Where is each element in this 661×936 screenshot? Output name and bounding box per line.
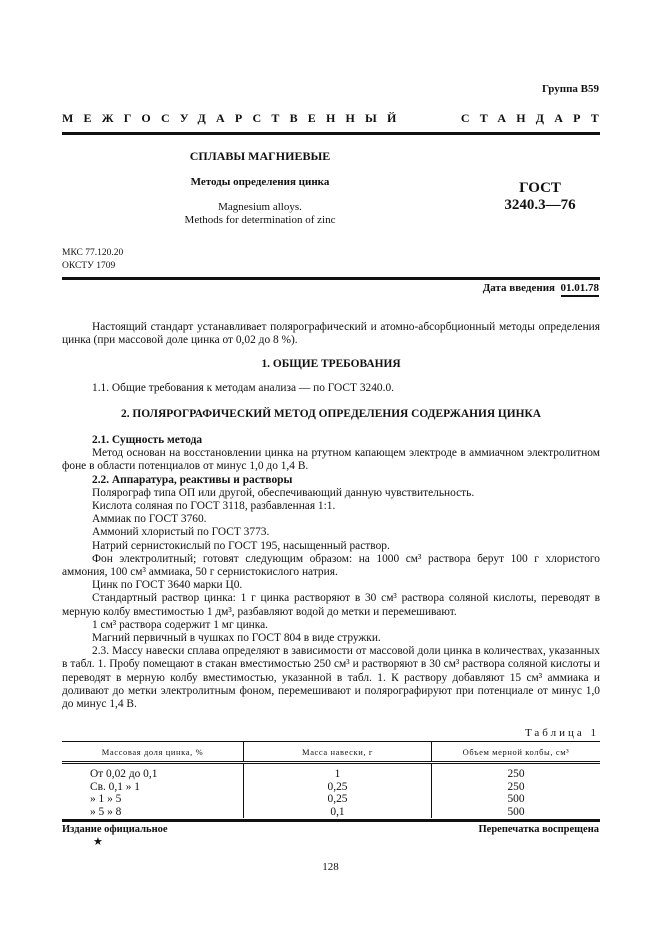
reagent-item: Аммоний хлористый по ГОСТ 3773. [92,526,270,539]
page-number: 128 [322,861,339,873]
reagent-item: Аммиак по ГОСТ 3760. [92,513,207,526]
en-title-line: Magnesium alloys. [218,201,302,213]
table-row [62,763,600,781]
reagent-item: Полярограф типа ОП или другой, обеспечивающий данную чувствительность. [92,486,475,499]
table-cell: 0,25 [244,781,432,794]
mks-code: МКС 77.120.20 [62,248,124,258]
classification-codes [62,247,123,273]
standard-header-right: СТАНДАРТ [460,111,609,125]
reagent-item: 1 см³ раствора содержит 1 мг цинка. [92,618,269,631]
subsection-2-1-text: Метод основан на восстановлении цинка на ртутном капающем электроде в аммиачном электролитном фоне в области потенциалов от минус 1,0 до 1,4 В. [62,447,600,473]
title-block [110,149,410,227]
table-cell: 250 [432,781,601,794]
intro-paragraph: Настоящий стандарт устанавливает полярографический и атомно-абсорбционный методы определения цинка (при массовой доле цинка от 0,02 до 8 %). [62,321,600,347]
table-header: Массовая доля цинка, % [62,742,244,763]
doc-title: СПЛАВЫ МАГНИЕВЫЕ [189,149,331,163]
reagent-item: Фон электролитный; готовят следующим образом: на 1000 см³ раствора берут 100 г хлористого аммония, 100 см³ аммиака, 50 г сернистокислого натрия. [62,552,600,579]
footer-rule [62,819,600,822]
header-rule [62,132,600,135]
introduction-date [483,282,599,294]
en-title-line: Methods for determination of zinc [184,214,336,226]
reagent-item: Натрий сернистокислый по ГОСТ 195, насыщенный раствор. [92,539,390,552]
table-row [62,781,600,794]
table-cell: » 5 » 8 [90,805,122,818]
table-header: Масса навески, г [244,742,432,763]
gost-number-block [470,180,610,214]
table-1 [62,741,600,818]
okstu-code: ОКСТУ 1709 [62,261,116,271]
table-cell: » 1 » 5 [90,793,122,806]
table-cell: Св. 0,1 » 1 [90,780,140,793]
standard-header-left: МЕЖГОСУДАРСТВЕННЫЙ [62,111,407,125]
date-label: Дата введения [482,282,555,294]
table-cell: 500 [432,793,601,806]
reagent-item: Стандартный раствор цинка: 1 г цинка растворяют в 30 см³ раствора соляной кислоты, переводят в мерную колбу вместимостью 1 дм³, разбавляют водой до метки и перемешивают. [62,592,600,618]
official-edition-label: Издание официальное [62,824,168,835]
section-2-heading: 2. ПОЛЯРОГРАФИЧЕСКИЙ МЕТОД ОПРЕДЕЛЕНИЯ СОДЕРЖАНИЯ ЦИНКА [121,407,541,420]
reagent-item: Кислота соляная по ГОСТ 3118, разбавленная 1:1. [92,500,336,513]
gost-label: ГОСТ [519,180,561,196]
doc-subtitle: Методы определения цинка [190,176,330,188]
table-cell: 1 [244,763,432,781]
subsection-2-1-heading: 2.1. Сущность метода [92,434,203,447]
table-cell: 0,1 [244,806,432,819]
table-cell: 0,25 [244,793,432,806]
document-body [62,321,600,711]
subsection-2-3-text: 2.3. Массу навески сплава определяют в зависимости от массовой доли цинка в количествах, указанных в табл. 1. Пробу помещают в стакан вместимостью 250 см³ и растворяют в 30 см³ раствора соляной кислоты и переводят в мерную колбу вместимостью, указанной в табл. 1. К раствору добавляют 15 см³ аммиака и доливают до метки электролитным фоном, перемешивают и полярографируют при потенциале от минус 1,0 до минус 1,4 В. [62,645,600,711]
reprint-prohibited-label: Перепечатка воспрещена [478,824,599,835]
subsection-2-2-heading: 2.2. Аппаратура, реактивы и растворы [92,473,293,486]
table-row [62,793,600,806]
section-1-heading: 1. ОБЩИЕ ТРЕБОВАНИЯ [261,358,401,371]
codes-rule [62,277,600,280]
date-value: 01.01.78 [561,282,600,297]
table-cell: 500 [432,806,601,819]
table-cell: От 0,02 до 0,1 [90,768,158,780]
group-code: Группа В59 [541,83,599,95]
star-icon: ★ [93,836,103,848]
table-header: Объем мерной колбы, см³ [432,742,601,763]
paragraph-1-1: 1.1. Общие требования к методам анализа — по ГОСТ 3240.0. [92,381,395,394]
gost-number: 3240.3—76 [504,197,576,213]
table-row [62,806,600,819]
doc-title-en [110,201,410,227]
table-caption: Таблица 1 [524,727,599,739]
table-cell: 250 [432,763,601,781]
reagent-item: Цинк по ГОСТ 3640 марки Ц0. [92,579,243,592]
reagent-item: Магний первичный в чушках по ГОСТ 804 в виде стружки. [92,632,381,645]
